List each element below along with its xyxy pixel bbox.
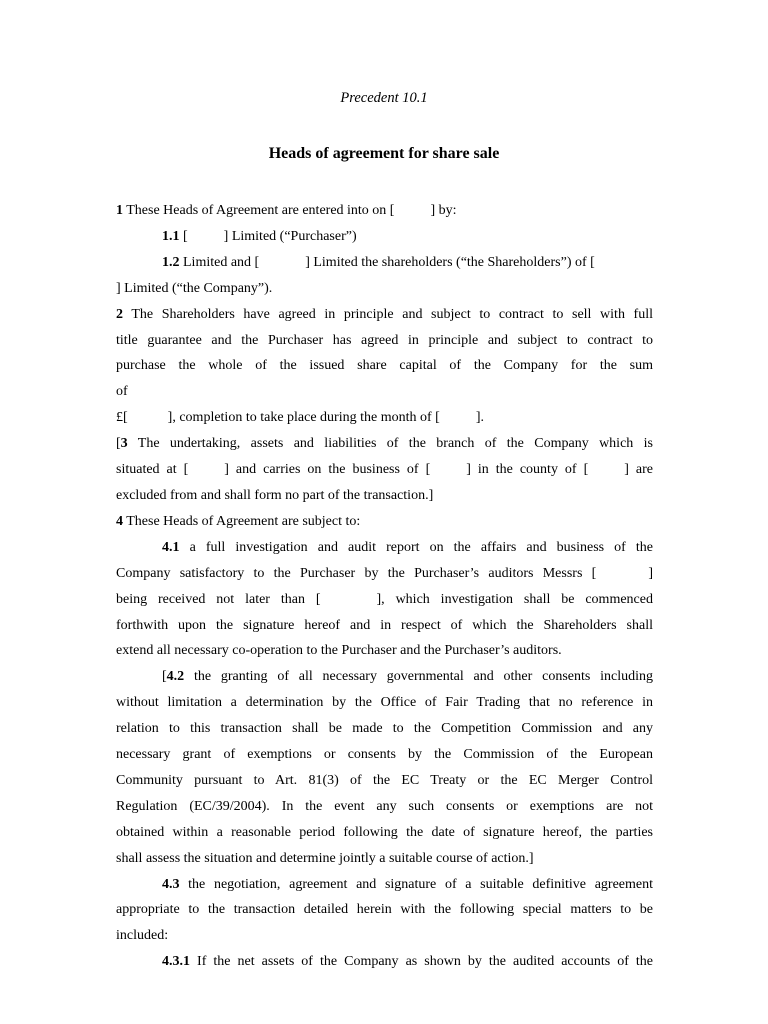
clause-text: Company satisfactory to the Purchaser by the Purchaser’s auditors Messrs [ [116, 565, 597, 581]
bracket-open: [ [162, 669, 167, 685]
clause-text: forthwith upon the signature hereof and in respect of which the Shareholders shall [116, 617, 653, 633]
clause-text: ]. [475, 410, 484, 426]
clause-text: ] by: [430, 203, 457, 218]
clause-number: 4 [116, 513, 123, 529]
clause-text: ] are [624, 462, 653, 478]
clause-text: ] Limited (“Purchaser”) [223, 228, 357, 244]
clause-2-line5 [116, 405, 653, 431]
clause-number: 4.3.1 [162, 954, 190, 970]
clause-4-2-line4 [116, 742, 653, 768]
clause-2-line3 [116, 353, 653, 379]
clause-text: the negotiation, agreement and signature of a suitable definitive agreement [188, 876, 653, 892]
clause-text: obtained within a reasonable period following the date of signature hereof, the parties [116, 824, 653, 840]
clause-3-line2 [116, 457, 653, 483]
clause-text: The Shareholders have agreed in principle and subject to contract to sell with full [131, 306, 653, 322]
clause-text: title guarantee and the Purchaser has agreed in principle and subject to contract to [116, 332, 653, 348]
clause-2-line2 [116, 328, 653, 354]
clause-3 [116, 431, 653, 457]
clause-4-3 [116, 872, 653, 898]
clause-4-1-line3 [116, 587, 653, 613]
clause-text: £[ [116, 410, 128, 426]
precedent-label: Precedent 10.1 [340, 90, 428, 106]
clause-number: 1 [116, 203, 123, 218]
clause-text: [ [183, 228, 188, 244]
clause-text: ], which investigation shall be commenced [376, 591, 653, 607]
clause-4-2-line8 [116, 846, 653, 872]
clause-2-line4 [116, 379, 653, 405]
clause-4-2 [116, 664, 653, 690]
clause-text: being received not later than [ [116, 591, 321, 607]
clause-4-3-1 [116, 949, 653, 975]
clause-4-1-line4 [116, 613, 653, 639]
clause-text: relation to this transaction shall be made to the Competition Commission and any [116, 721, 653, 737]
clause-4-1 [116, 535, 653, 561]
clause-number: 2 [116, 306, 123, 322]
document-body [116, 198, 653, 975]
clause-text: situated at [ [116, 462, 189, 478]
clause-3-line3 [116, 483, 653, 509]
clause-1 [116, 198, 653, 224]
clause-2 [116, 302, 653, 328]
clause-number: 4.3 [162, 876, 180, 892]
clause-number: 4.2 [166, 669, 185, 685]
clause-text: excluded from and shall form no part of the transaction.] [116, 487, 434, 503]
clause-4-2-line6 [116, 794, 653, 820]
clause-text: These Heads of Agreement are entered into on [ [126, 203, 395, 218]
clause-text: Limited and [ [183, 254, 260, 270]
clause-number: 4.1 [162, 539, 180, 555]
clause-text: purchase the whole of the issued share capital of the Company for the sum [116, 358, 653, 374]
clause-4-1-line2 [116, 561, 653, 587]
clause-text: of [116, 384, 128, 400]
clause-number: 1.1 [162, 228, 180, 244]
clause-text: included: [116, 928, 169, 944]
clause-1-1 [116, 224, 653, 250]
clause-text: Community pursuant to Art. 81(3) of the EC Treaty or the EC Merger Control [116, 772, 653, 788]
bracket-open: [ [116, 436, 121, 452]
clause-number: 1.2 [162, 254, 180, 270]
clause-text: without limitation a determination by the Office of Fair Trading that no reference in [116, 695, 653, 711]
document-title: Heads of agreement for share sale [268, 145, 500, 162]
clause-text: the granting of all necessary governmental and other consents including [193, 669, 653, 685]
clause-1-2 [116, 250, 653, 276]
clause-text: ], completion to take place during the month of [ [167, 410, 440, 426]
clause-text: ] [648, 565, 653, 581]
clause-text: appropriate to the transaction detailed herein with the following special matters to be [116, 902, 653, 918]
clause-text: If the net assets of the Company as shown by the audited accounts of the [197, 954, 653, 970]
clause-text: Regulation (EC/39/2004). In the event any such consents or exemptions are not [116, 798, 653, 814]
clause-text: ] Limited the shareholders (“the Shareholders”) of [ [305, 254, 595, 270]
clause-text: a full investigation and audit report on the affairs and business of the [189, 539, 654, 555]
clause-number: 3 [120, 436, 128, 452]
clause-4 [116, 509, 653, 535]
clause-4-2-line2 [116, 690, 653, 716]
clause-4-3-line3 [116, 923, 653, 949]
clause-text: ] and carries on the business of [ [224, 462, 431, 478]
clause-text: necessary grant of exemptions or consents by the Commission of the European [116, 747, 653, 763]
clause-1-2-cont [116, 276, 653, 302]
clause-text: ] Limited (“the Company”). [116, 280, 273, 296]
clause-text: ] in the county of [ [466, 462, 589, 478]
clause-text: shall assess the situation and determine jointly a suitable course of action.] [116, 850, 534, 866]
clause-4-2-line7 [116, 820, 653, 846]
clause-text: The undertaking, assets and liabilities of the branch of the Company which is [137, 436, 653, 452]
clause-text: These Heads of Agreement are subject to: [126, 513, 361, 529]
clause-4-1-line5 [116, 638, 653, 664]
clause-4-3-line2 [116, 897, 653, 923]
clause-text: extend all necessary co-operation to the Purchaser and the Purchaser’s auditors. [116, 643, 562, 659]
clause-4-2-line3 [116, 716, 653, 742]
clause-4-2-line5 [116, 768, 653, 794]
